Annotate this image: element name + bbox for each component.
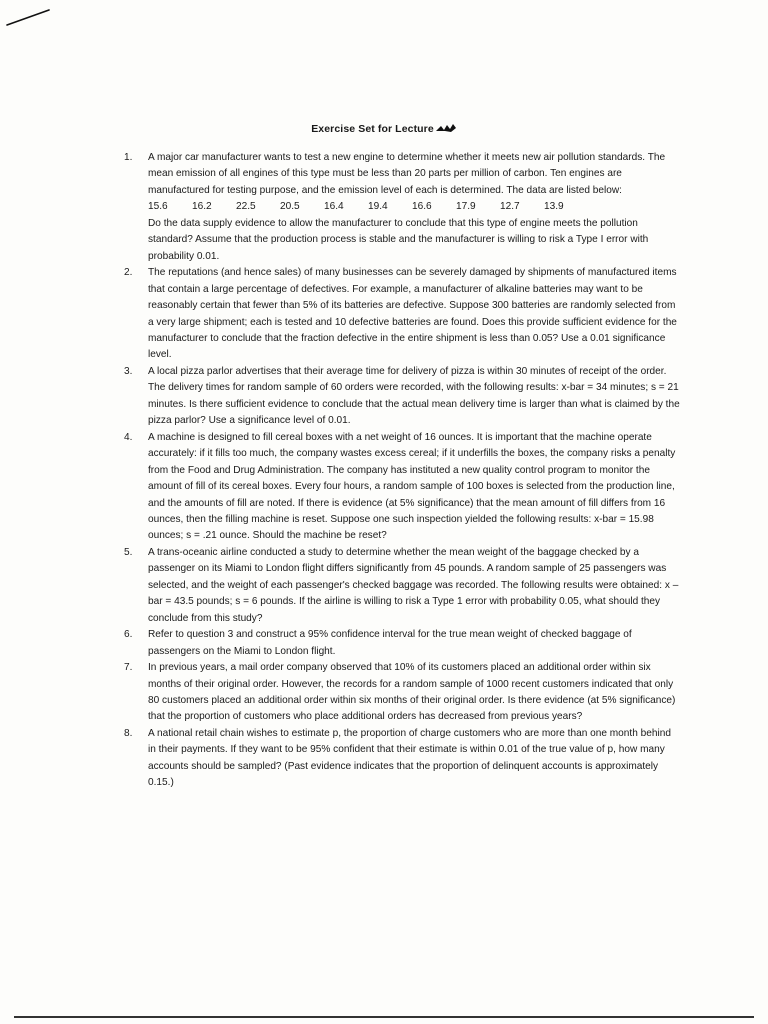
data-values-row [148,199,680,215]
data-value: 12.7 [500,201,520,213]
exercise-text: A local pizza parlor advertises that their average time for delivery of pizza is within 30 minutes of receipt of the order. The delivery times for random sample of 60 orders were recorded, with the following results: x-bar = 34 minutes; s = 21 minutes. Is there sufficient evidence to conclude that the actual mean delivery time is larger than what is claimed by the pizza parlor? Use a significance level of 0.01. [148,365,680,427]
ink-scribble-mark [435,123,457,133]
exercise-item-5 [124,545,680,627]
exercise-text: Do the data supply evidence to allow the manufacturer to conclude that this type of engine meets the pollution standard? Assume that the production process is stable and the manufacturer is willing to risk a Type I error with probability 0.01. [148,217,649,262]
exercise-number: 2. [124,267,133,279]
data-value: 16.4 [324,201,344,213]
exercise-number: 8. [124,727,133,739]
exercise-text: A major car manufacturer wants to test a new engine to determine whether it meets new air pollution standards. The mean emission of all engines of this type must be less than 20 parts per million of carbon. Ten engines are manufactured for testing purpose, and the emission level of each is determined. The data are listed below: [148,152,666,196]
exercise-number: 5. [124,546,133,558]
exercise-text: A national retail chain wishes to estimate p, the proportion of charge customers who are more than one month behind in their payments. If they want to be 95% confident that their estimate is within 0.01 of the true value of p, how many accounts should be sampled? (Past evidence indicates that the proportion of delinquent accounts is approximately 0.15.) [148,727,671,789]
pen-stroke-mark [6,8,50,28]
data-value: 22.5 [236,201,256,213]
data-value: 17.9 [456,201,476,213]
exercise-item-7 [124,660,680,726]
exercise-item-1 [124,150,680,265]
exercise-item-4 [124,430,680,545]
exercise-item-8 [124,726,680,792]
exercise-item-3 [124,364,680,430]
data-value: 16.6 [412,201,432,213]
exercise-number: 6. [124,629,133,641]
exercise-list [124,150,680,792]
exercise-text: A machine is designed to fill cereal boxes with a net weight of 16 ounces. It is important that the machine operate accurately: if it fills too much, the company wastes excess cereal; if it underfills the boxes, the company risks a penalty from the Food and Drug Administration. The company has instituted a new quality control program to monitor the amount of fill of its cereal boxes. Every four hours, a random sample of 100 boxes is selected from the production line, and the amounts of fill are noted. If there is evidence (at 5% significance) that the mean amount of fill differs from 16 ounces, then the filling machine is reset. Suppose one such inspection yielded the following results: x-bar = 15.98 ounces; s = .21 ounce. Should the machine be reset? [148,431,676,542]
exercise-text: In previous years, a mail order company observed that 10% of its customers placed an additional order within six months of their original order. However, the records for a random sample of 1000 recent customers indicated that only 80 customers placed an additional order within six months of their original order. Is there evidence (at 5% significance) that the proportion of customers who place additional orders has decreased from previous years? [148,662,676,723]
data-value: 19.4 [368,201,388,213]
exercise-text: Refer to question 3 and construct a 95% confidence interval for the true mean weight of checked baggage of passengers on the Miami to London flight. [148,629,632,657]
page-bottom-rule [14,1016,754,1018]
exercise-item-6 [124,627,680,660]
data-value: 13.9 [544,201,564,213]
data-value: 20.5 [280,201,300,213]
exercise-item-2 [124,265,680,364]
page-title-container [0,123,768,135]
exercise-text: A trans-oceanic airline conducted a study to determine whether the mean weight of the baggage checked by a passenger on its Miami to London flight differs significantly from 45 pounds. A random sample of 25 passengers was selected, and the weight of each passenger's checked baggage was recorded. The following results were obtained: x – bar = 43.5 pounds; s = 6 pounds. If the airline is willing to risk a Type 1 error with probability 0.05, what should they conclude from this study? [148,546,679,624]
exercise-number: 7. [124,662,133,674]
exercise-number: 4. [124,431,133,443]
exercise-number: 3. [124,365,133,377]
data-value: 16.2 [192,201,212,213]
exercise-number: 1. [124,152,133,163]
data-value: 15.6 [148,201,168,213]
page-title: Exercise Set for Lecture [311,123,434,135]
exercise-text: The reputations (and hence sales) of many businesses can be severely damaged by shipments of manufactured items that contain a large percentage of defectives. For example, a manufacturer of alkaline batteries may want to be reasonably certain that fewer than 5% of its batteries are defective. Suppose 300 batteries are randomly selected from a very large shipment; each is tested and 10 defective batteries are found. Does this provide sufficient evidence for the manufacturer to conclude that the fraction defective in the entire shipment is less than 0.05? Use a 0.01 significance level. [148,267,677,361]
